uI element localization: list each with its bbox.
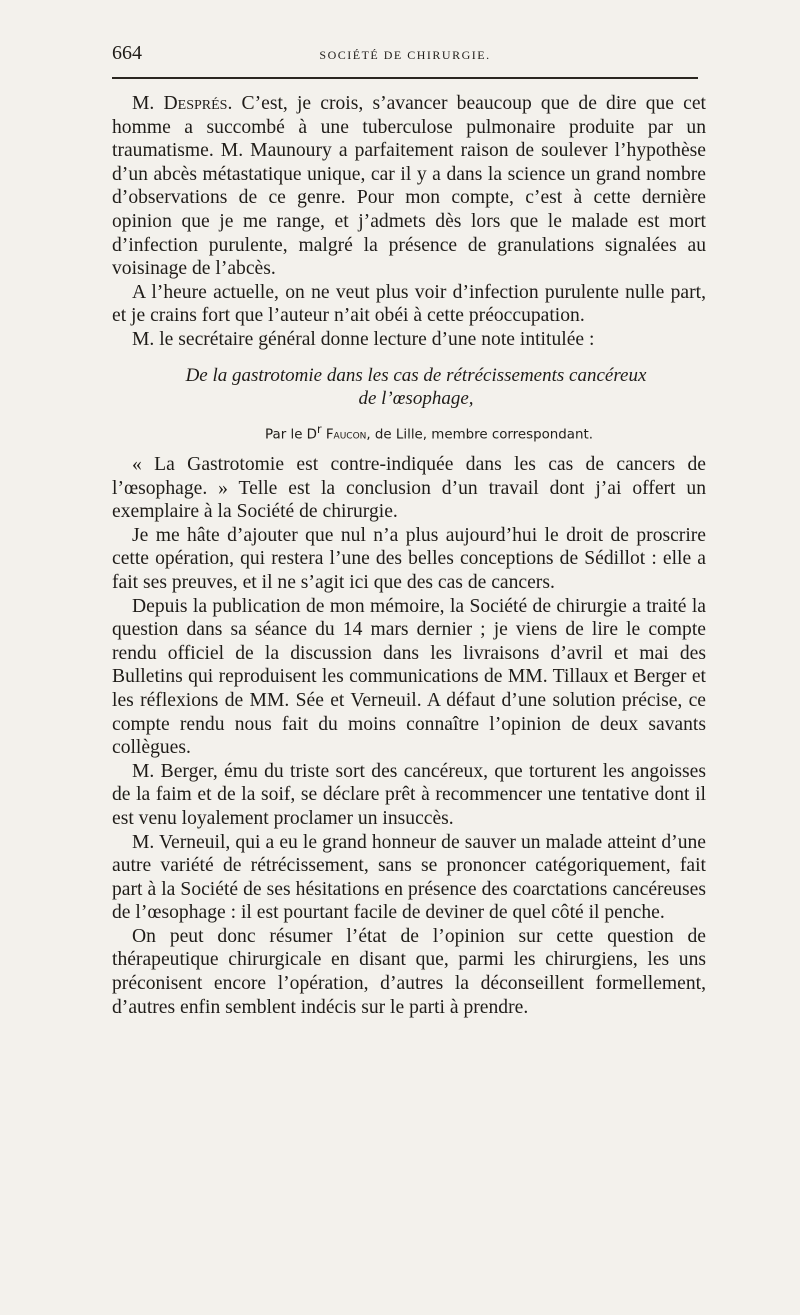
- paragraph: [112, 92, 706, 281]
- paragraph: Je me hâte d’ajouter que nul n’a plus aujourd’hui le droit de proscrire cette opération, qui restera l’une des belles conceptions de Sédillot : elle a fait ses preuves, et il ne s’agit ici que des cas de cancers.: [112, 524, 706, 593]
- article-title-line: De la gastrotomie dans les cas de rétrécissements cancéreux: [185, 364, 647, 386]
- byline-prefix: Par le D: [265, 427, 317, 442]
- article-title: [126, 364, 706, 410]
- paragraph: « La Gastrotomie est contre-indiquée dans les cas de cancers de l’œsophage. » Telle est la conclusion d’un travail dont j’ai offert un exemplaire à la Société de chirurgie.: [112, 454, 706, 523]
- speaker-name: M. Després.: [132, 93, 233, 114]
- running-title: SOCIÉTÉ DE CHIRURGIE.: [319, 48, 491, 62]
- header-rule: [112, 77, 698, 79]
- article-title-line: de l’œsophage,: [358, 387, 474, 409]
- byline-author: Faucon: [325, 427, 367, 442]
- paragraph-text: C’est, je crois, s’avancer beaucoup que de dire que cet homme a succombé à une tuberculose pulmonaire produite par un traumatisme. M. Maunoury a parfaitement raison de soulever l’hypothèse d’un abcès métastatique unique, car il y a dans la science un grand nombre d’observations de ce genre. Pour mon compte, c’est à cette dernière opinion que je me range, et j’admets dès lors que le malade est mort d’infection purulente, malgré la présence de granulations signalées au voisinage de l’abcès.: [112, 93, 707, 280]
- paragraph: Depuis la publication de mon mémoire, la Société de chirurgie a traité la question dans sa séance du 14 mars dernier ; je viens de lire le compte rendu officiel de la discussion dans les livraisons d’avril et mai des Bulletins qui reproduisent les communications de MM. Tillaux et Berger et les réflexions de MM. Sée et Verneuil. A défaut d’une solution précise, ce compte rendu nous fait du moins connaître l’opinion de deux savants collègues.: [112, 595, 706, 759]
- paragraph: On peut donc résumer l’état de l’opinion sur cette question de thérapeutique chirurgicale en disant que, parmi les chirurgiens, les uns préconisent encore l’opération, d’autres la déconseillent formellement, d’autres enfin semblent indécis sur le parti à prendre.: [112, 925, 706, 1018]
- page-number: 664: [112, 42, 142, 64]
- paragraph: M. Verneuil, qui a eu le grand honneur de sauver un malade atteint d’une autre variété de rétrécissement, sans se prononcer catégoriquement, fait part à la Société de ses hésitations en présence des coarctations cancéreuses de l’œsophage : il est pourtant facile de deviner de quel côté il penche.: [112, 831, 706, 924]
- paragraph: M. le secrétaire général donne lecture d’une note intitulée :: [132, 328, 595, 350]
- byline-suffix: , de Lille, membre correspondant.: [366, 427, 593, 442]
- article-byline: [152, 420, 706, 445]
- paragraph: A l’heure actuelle, on ne veut plus voir d’infection purulente nulle part, et je crains fort que l’auteur n’ait obéi à cette préoccupation.: [112, 281, 706, 327]
- paragraph: M. Berger, ému du triste sort des cancéreux, que torturent les angoisses de la faim et de la soif, se déclare prêt à recommencer une tentative dont il est venu loyalement proclamer un insuccès.: [112, 760, 706, 829]
- page-body: [112, 92, 706, 1019]
- byline-sup: r: [317, 422, 322, 436]
- page-header: [112, 42, 698, 72]
